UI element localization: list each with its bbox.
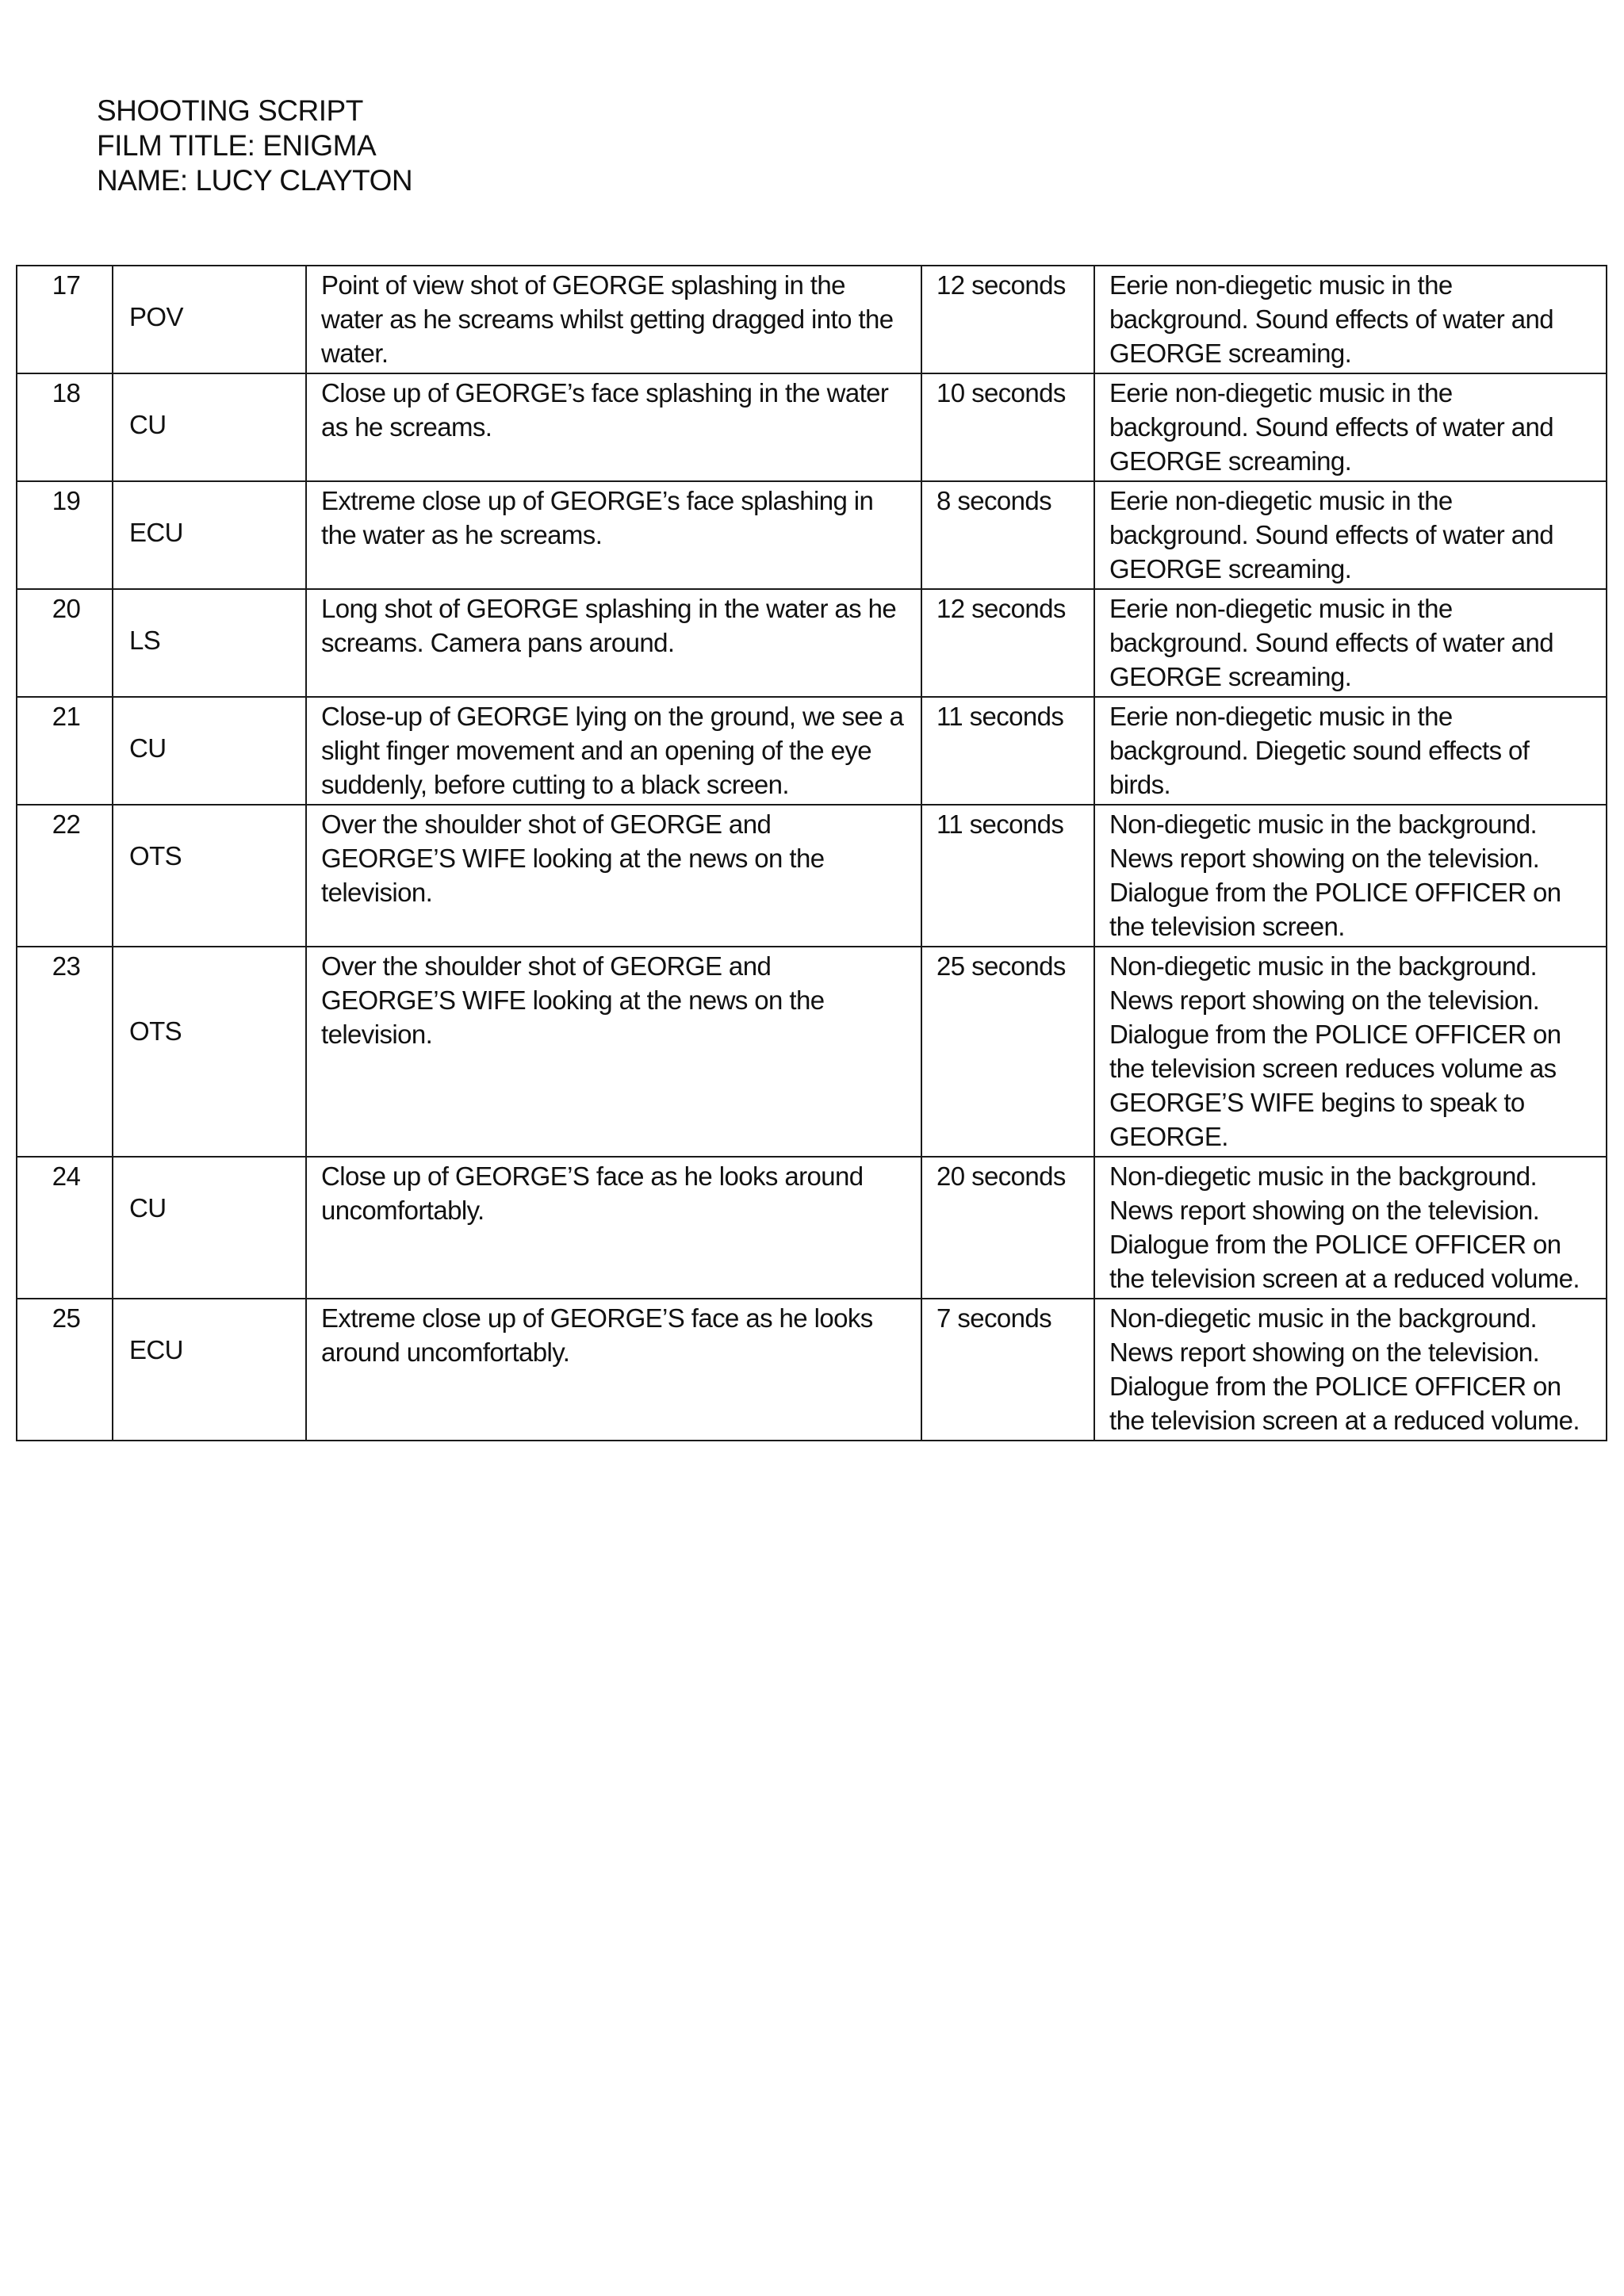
table-row bbox=[17, 481, 1607, 589]
shot-description: Close-up of GEORGE lying on the ground, we see a slight finger movement and an opening of the eye suddenly, before cutting to a black screen. bbox=[306, 697, 921, 805]
shot-duration: 7 seconds bbox=[921, 1299, 1094, 1441]
document-heading: SHOOTING SCRIPT bbox=[97, 94, 363, 127]
shot-number: 22 bbox=[17, 805, 113, 947]
shot-sound: Eerie non-diegetic music in the background. Sound effects of water and GEORGE screaming. bbox=[1094, 266, 1607, 373]
shot-description: Point of view shot of GEORGE splashing in the water as he screams whilst getting dragged into the water. bbox=[306, 266, 921, 373]
shot-number: 18 bbox=[17, 373, 113, 481]
table-row bbox=[17, 697, 1607, 805]
shot-type: POV bbox=[129, 302, 183, 331]
shot-sound: Non-diegetic music in the background. News report showing on the television. Dialogue from the POLICE OFFICER on the television screen at a reduced volume. bbox=[1094, 1157, 1607, 1299]
shot-sound: Non-diegetic music in the background. News report showing on the television. Dialogue from the POLICE OFFICER on the television screen reduces volume as GEORGE’S WIFE begins to speak to GEORGE. bbox=[1094, 947, 1607, 1157]
shot-type: ECU bbox=[129, 518, 183, 547]
shot-number: 24 bbox=[17, 1157, 113, 1299]
film-title: FILM TITLE: ENIGMA bbox=[97, 129, 377, 162]
shot-type-cell bbox=[113, 947, 306, 1157]
shot-type: CU bbox=[129, 1193, 167, 1223]
shot-number: 25 bbox=[17, 1299, 113, 1441]
shot-type-cell bbox=[113, 1299, 306, 1441]
shot-duration: 25 seconds bbox=[921, 947, 1094, 1157]
shot-description: Over the shoulder shot of GEORGE and GEORGE’S WIFE looking at the news on the television. bbox=[306, 805, 921, 947]
shot-number: 21 bbox=[17, 697, 113, 805]
table-row bbox=[17, 1157, 1607, 1299]
shot-description: Over the shoulder shot of GEORGE and GEORGE’S WIFE looking at the news on the television. bbox=[306, 947, 921, 1157]
shot-sound: Non-diegetic music in the background. News report showing on the television. Dialogue from the POLICE OFFICER on the television screen at a reduced volume. bbox=[1094, 1299, 1607, 1441]
shot-number: 17 bbox=[17, 266, 113, 373]
shot-sound: Eerie non-diegetic music in the background. Sound effects of water and GEORGE screaming. bbox=[1094, 589, 1607, 697]
shot-type: OTS bbox=[129, 841, 182, 871]
shot-sound: Eerie non-diegetic music in the background. Sound effects of water and GEORGE screaming. bbox=[1094, 373, 1607, 481]
shot-sound: Non-diegetic music in the background. News report showing on the television. Dialogue from the POLICE OFFICER on the television screen. bbox=[1094, 805, 1607, 947]
table-row bbox=[17, 1299, 1607, 1441]
shot-type-cell bbox=[113, 266, 306, 373]
shot-type-cell bbox=[113, 697, 306, 805]
shot-duration: 12 seconds bbox=[921, 266, 1094, 373]
table-row bbox=[17, 805, 1607, 947]
table-row bbox=[17, 947, 1607, 1157]
shot-description: Close up of GEORGE’S face as he looks around uncomfortably. bbox=[306, 1157, 921, 1299]
shot-type: LS bbox=[129, 626, 161, 655]
table-row bbox=[17, 266, 1607, 373]
document-header bbox=[97, 94, 412, 198]
shot-description: Extreme close up of GEORGE’s face splashing in the water as he screams. bbox=[306, 481, 921, 589]
shot-type-cell bbox=[113, 373, 306, 481]
shot-duration: 11 seconds bbox=[921, 697, 1094, 805]
shot-type-cell bbox=[113, 1157, 306, 1299]
shot-description: Extreme close up of GEORGE’S face as he looks around uncomfortably. bbox=[306, 1299, 921, 1441]
shot-description: Long shot of GEORGE splashing in the water as he screams. Camera pans around. bbox=[306, 589, 921, 697]
shot-type: CU bbox=[129, 410, 167, 439]
shot-type: ECU bbox=[129, 1335, 183, 1364]
shot-duration: 12 seconds bbox=[921, 589, 1094, 697]
shot-type: OTS bbox=[129, 1016, 182, 1046]
shot-number: 19 bbox=[17, 481, 113, 589]
shot-number: 23 bbox=[17, 947, 113, 1157]
shot-duration: 20 seconds bbox=[921, 1157, 1094, 1299]
shot-description: Close up of GEORGE’s face splashing in the water as he screams. bbox=[306, 373, 921, 481]
table-row bbox=[17, 589, 1607, 697]
shot-number: 20 bbox=[17, 589, 113, 697]
shot-type-cell bbox=[113, 589, 306, 697]
shot-type-cell bbox=[113, 481, 306, 589]
shot-sound: Eerie non-diegetic music in the background. Sound effects of water and GEORGE screaming. bbox=[1094, 481, 1607, 589]
shot-duration: 8 seconds bbox=[921, 481, 1094, 589]
table-row bbox=[17, 373, 1607, 481]
shot-duration: 11 seconds bbox=[921, 805, 1094, 947]
shot-duration: 10 seconds bbox=[921, 373, 1094, 481]
shot-type: CU bbox=[129, 733, 167, 763]
shot-type-cell bbox=[113, 805, 306, 947]
shooting-script-table bbox=[16, 265, 1607, 1441]
author-name: NAME: LUCY CLAYTON bbox=[97, 164, 413, 197]
shot-sound: Eerie non-diegetic music in the background. Diegetic sound effects of birds. bbox=[1094, 697, 1607, 805]
